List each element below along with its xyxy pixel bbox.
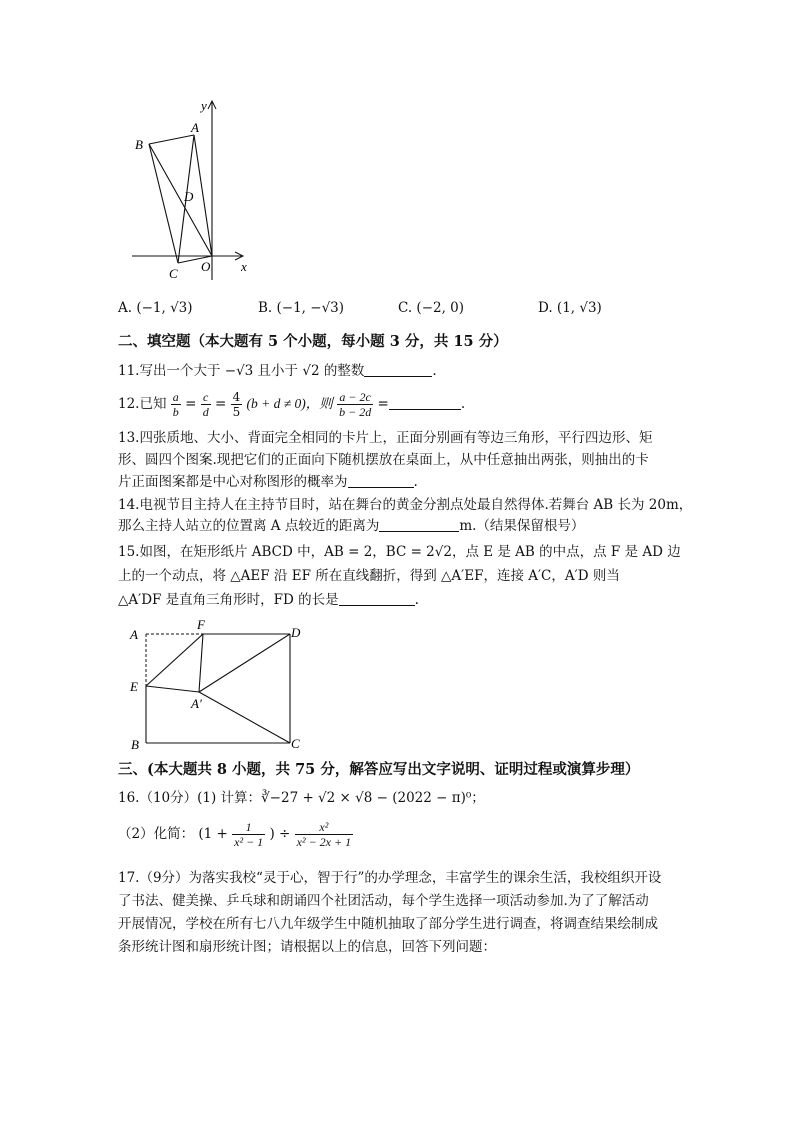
q12-equals-3: =: [377, 396, 389, 412]
label-y: y: [201, 98, 207, 113]
question-13-line-3: [118, 472, 418, 492]
label-x: x: [241, 259, 247, 274]
segment-EF: [146, 634, 203, 686]
segment-BC: [149, 144, 178, 263]
label-F: F: [197, 617, 205, 632]
label-E: E: [130, 679, 138, 694]
q16-part-2-prefix: （2）化简：: [118, 826, 195, 842]
label-C: C: [291, 736, 300, 751]
segment-EA-prime: [146, 686, 199, 692]
option-a: A. (−1, √3): [118, 300, 193, 316]
segment-A-prime-C: [199, 692, 290, 743]
q15-end: .: [414, 592, 419, 608]
question-16-part-2: [118, 817, 353, 851]
question-17-line-2: 了书法、健美操、乒乓球和朗诵四个社团活动，每个学生选择一项活动参加.为了了解活动: [118, 893, 649, 909]
q14-line-2b: m.（结果保留根号）: [459, 518, 585, 534]
label-A-prime: A′: [191, 696, 202, 711]
question-15-line-1: 15.如图，在矩形纸片 ABCD 中，AB = 2，BC = 2√2，点 E 是 AB 的中点，点 F 是 AD 边: [118, 544, 681, 560]
q14-answer-blank: [379, 517, 459, 532]
section-2-heading: 二、填空题（本大题有 5 个小题，每小题 3 分，共 15 分）: [118, 333, 508, 350]
q12-fraction-a-b: $\frac{a}{b}$: [172, 390, 179, 419]
segment-BA: [149, 135, 194, 144]
label-D: D: [184, 189, 194, 204]
question-17-line-4: 条形统计图和扇形统计图；请根据以上的信息，回答下列问题：: [118, 939, 496, 955]
q12-equals-1: =: [185, 396, 197, 412]
label-D: D: [291, 625, 301, 640]
q16-fraction-2: $\frac{\text{x²}}{\text{x² − 2x + 1}}$: [296, 820, 352, 849]
q13-line-3-text: 片正面图案都是中心对称图形的概率为: [118, 474, 348, 490]
q12-fraction-4-5: $\frac{4}{5}$: [232, 390, 241, 419]
question-15-line-2: 上的一个动点，将 △AEF 沿 EF 所在直线翻折，得到 △A′EF，连接 A′C，A′D 则当: [118, 568, 620, 584]
label-A: A: [191, 120, 199, 135]
q15-line-3-text: △A′DF 是直角三角形时，FD 的长是: [118, 592, 339, 608]
q11-end: .: [432, 363, 437, 379]
q11-answer-blank: [364, 362, 432, 377]
question-16-part-1: 16.（10分）(1) 计算：∛−27 + √2 × √8 − (2022 − π)⁰；: [118, 790, 485, 806]
option-c: C. (−2, 0): [398, 300, 465, 316]
segment-FA-prime: [199, 634, 203, 692]
q12-fraction-c-d: $\frac{c}{d}$: [202, 390, 209, 419]
q12-prefix: 12.已知: [118, 396, 167, 412]
q16-open: (1 +: [198, 826, 228, 842]
question-17-line-3: 开展情况，学校在所有七八九年级学生中随机抽取了部分学生进行调查，将调查结果绘制成: [118, 916, 658, 932]
segment-A-prime-D: [199, 634, 290, 692]
label-O: O: [201, 259, 211, 274]
question-13-line-2: 形、圆四个图案.现把它们的正面向下随机摆放在桌面上，从中任意抽出两张，则抽出的卡: [118, 452, 649, 468]
q11-text: 11.写出一个大于 −√3 且小于 √2 的整数: [118, 363, 365, 379]
q16-close: ) ÷: [269, 826, 291, 842]
q12-equals-2: =: [214, 396, 227, 412]
q13-end: .: [413, 474, 418, 490]
segment-AO: [194, 135, 212, 256]
question-11: [118, 361, 437, 381]
q13-answer-blank: [348, 473, 414, 488]
label-C: C: [169, 266, 178, 281]
question-14-line-1: 14.电视节目主持人在主持节目时，站在舞台的黄金分割点处最自然得体.若舞台 AB 长为 20m，: [118, 497, 693, 513]
q12-end: .: [460, 396, 466, 412]
q15-answer-blank: [339, 591, 415, 606]
q14-line-2a: 那么主持人站立的位置离 A 点较近的距离为: [118, 518, 380, 534]
question-17-line-1: 17.（9分）为落实我校“灵于心，智于行”的办学理念，丰富学生的课余生活，我校组织开设: [118, 870, 662, 886]
q12-condition: (b + d ≠ 0)，则: [246, 396, 333, 411]
question-12: [118, 388, 465, 420]
question-13-line-1: 13.四张质地、大小、背面完全相同的卡片上，正面分别画有等边三角形，平行四边形、矩: [118, 430, 653, 446]
rectangle-fold-figure: [125, 615, 315, 755]
q16-fraction-1: $\frac{1}{\text{x² − 1}}$: [234, 820, 264, 849]
coordinate-figure: [125, 98, 265, 283]
section-3-heading: 三、(本大题共 8 小题，共 75 分，解答应写出文字说明、证明过程或演算步理）: [118, 761, 640, 778]
label-B: B: [135, 137, 143, 152]
question-14-line-2: [118, 516, 584, 536]
q12-target-fraction: $\frac{a - 2c}{b - 2d}$: [339, 390, 372, 419]
question-15-line-3: [118, 590, 419, 610]
label-B: B: [131, 737, 139, 752]
option-b: B. (−1, −√3): [258, 300, 345, 316]
label-A: A: [130, 627, 138, 642]
q12-answer-blank: [389, 395, 461, 410]
option-d: D. (1, √3): [538, 300, 602, 316]
